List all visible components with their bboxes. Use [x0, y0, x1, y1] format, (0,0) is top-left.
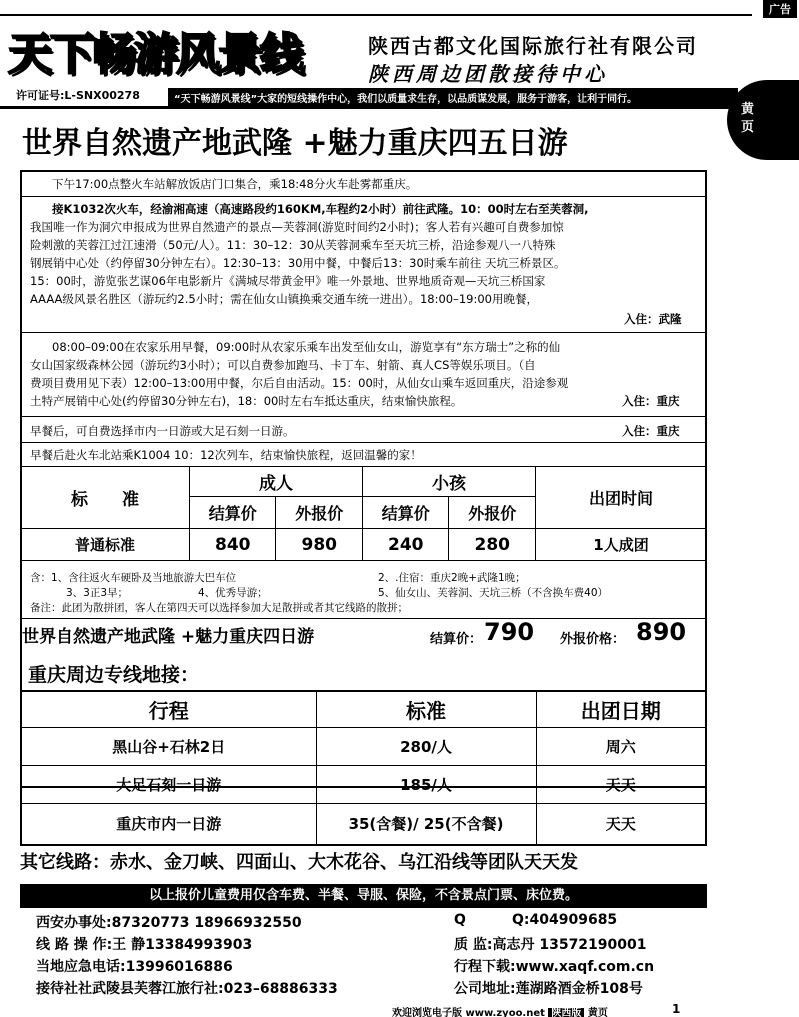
header-depart-date: 出团日期 — [536, 691, 706, 727]
divider — [22, 332, 705, 333]
depart-value: 1人成团 — [535, 529, 706, 561]
price-cell: 35(含餐)/ 25(不含餐) — [316, 803, 536, 845]
day3-line: 08:00–09:00在农家乐用早餐，09:00时从农家乐乘车出发至仙女山，游览享有“东方瑞士”之称的仙 — [52, 340, 561, 354]
col-depart-time: 出团时间 — [535, 467, 706, 529]
summary-settle-label: 结算价： — [430, 632, 483, 647]
footer-text: 欢迎浏览电子版 www.zyoo.net — [392, 1008, 545, 1017]
day1-text: 下午17:00点整火车站解放饭店门口集合，乘18:48分火车赴雾都重庆。 — [52, 177, 418, 191]
summary-external-label: 外报价格： — [560, 632, 626, 647]
adult-settle-value: 840 — [189, 529, 276, 561]
adult-settle-header: 结算价 — [189, 497, 276, 529]
reception-agency: 接待社社武陵县芙蓉江旅行社:023–68886333 — [36, 981, 338, 997]
route-cell: 黑山谷+石林2日 — [21, 727, 316, 765]
divider — [22, 618, 705, 619]
note-include-4: 4、优秀导游； — [198, 587, 268, 599]
day2-line: 接K1032次火车，经渝湘高速（高速路段约160KM,车程约2小时）前往武隆。10：00时左右至芙蓉洞, — [52, 202, 589, 216]
date-cell: 周六 — [536, 727, 706, 765]
day2-stay: 入住：武隆 — [624, 312, 682, 326]
route-cell: 重庆市内一日游 — [21, 803, 316, 845]
date-cell: 天天 — [536, 765, 706, 803]
header-rule — [0, 106, 752, 109]
child-external-value: 280 — [449, 529, 536, 561]
reception-center: 陕西周边团散接待中心 — [368, 62, 608, 86]
day2-line: AAAA级风景名胜区（游玩约2.5小时；需在仙女山镇换乘交通车统一进出）。18:00–19:00用晚餐， — [30, 292, 538, 306]
day2-line: 险刺激的芙蓉江过江速滑（50元/人）。11：30–12：30从芙蓉洞乘车至天坑三桥，沿途参观八一八特殊 — [30, 238, 556, 252]
day3-line: 土特产展销中心处(约停留30分钟左右)，18：00时左右车抵达重庆，结束愉快旅程。 — [30, 394, 463, 408]
summary-settle-value: 790 — [484, 618, 535, 646]
day3-stay: 入住：重庆 — [622, 394, 680, 408]
divider — [22, 442, 705, 443]
qq-label: Q — [454, 912, 466, 928]
note-include-1: 含：1、含往返火车硬卧及当地旅游大巴车位 — [30, 572, 237, 584]
col-child: 小孩 — [362, 467, 535, 497]
col-adult: 成人 — [189, 467, 362, 497]
child-settle-value: 240 — [362, 529, 449, 561]
divider — [22, 196, 705, 197]
day4-stay: 入住：重庆 — [622, 424, 680, 438]
section-title: 重庆周边专线地接： — [28, 664, 200, 686]
note-include-5: 5、仙女山、芙蓉洞、天坑三桥（不含换车费40） — [378, 587, 609, 599]
child-external-header: 外报价 — [449, 497, 536, 529]
header-standard: 标准 — [316, 691, 536, 727]
adult-external-header: 外报价 — [276, 497, 363, 529]
route-cell: 大足石刻一日游 — [21, 765, 316, 803]
main-title: 世界自然遗产地武隆 +魅力重庆四五日游 — [22, 126, 568, 161]
row-label: 普通标准 — [21, 529, 190, 561]
side-tab-char-1: 黄 — [741, 102, 755, 117]
page-number: 1 — [672, 1002, 681, 1016]
side-tab-char-2: 页 — [741, 120, 755, 135]
price-disclaimer: 以上报价儿童费用仅含车费、半餐、导服、保险，不含景点门票、床位费。 — [20, 884, 707, 908]
summary-external-value: 890 — [636, 618, 687, 646]
adult-external-value: 980 — [276, 529, 363, 561]
day3-line: 费项目费用见下表）12:00–13:00用中餐，尔后自由活动。15：00时，从仙女山乘车返回重庆，沿途参观 — [30, 376, 569, 390]
yellow-pages-tab — [727, 80, 799, 160]
footer — [392, 1004, 608, 1017]
slogan-banner: “天下畅游风景线”大家的短线操作中心，我们以质量求生存，以品质谋发展，服务于游客，让利于同行。 — [168, 88, 738, 107]
brand-logo: 天下畅游风景线 — [8, 29, 302, 80]
day4-text: 早餐后，可自费选择市内一日游或大足石刻一日游。 — [30, 424, 295, 438]
supervisor: 质 监:高志丹 13572190001 — [454, 937, 647, 953]
other-routes: 其它线路：赤水、金刀峡、四面山、大木花谷、乌江沿线等团队天天发 — [20, 852, 578, 873]
day2-line: 钢展销中心处（约停留30分钟左右）。12:30–13：30用中餐，中餐后13：30时乘车前往 天坑三桥景区。 — [30, 256, 566, 270]
top-rule — [0, 14, 752, 16]
company-name: 陕西古都文化国际旅行社有限公司 — [368, 34, 698, 58]
note-include-2: 2、.住宿：重庆2晚+武隆1晚； — [378, 572, 526, 584]
route-operator: 线 路 操 作:王 静13384993903 — [36, 937, 253, 953]
day5-text: 早餐后赴火车北站乘K1004 10：12次列车，结束愉快旅程，返回温馨的家！ — [30, 448, 422, 462]
child-settle-header: 结算价 — [362, 497, 449, 529]
day3-line: 女山国家级森林公园（游玩约3小时）；可以自费参加跑马、卡丁车、射箭、真人CS等娱乐项目。（自 — [30, 358, 536, 372]
header-route: 行程 — [21, 691, 316, 727]
qq-number: Q:404909685 — [512, 912, 618, 928]
day2-line: 15：00时，游览张艺谋06年电影新片《满城尽带黄金甲》唯一外景地、世界地质奇观—天坑三桥国家 — [30, 274, 546, 288]
divider — [22, 416, 705, 417]
day2-line: 我国唯一作为洞穴申报成为世界自然遗产的景点—芙蓉洞(游览时间约2小时)；客人若有兴趣可自费参加惊 — [30, 220, 564, 234]
note-remark: 备注：此团为散拼团，客人在第四天可以选择参加大足散拼或者其它线路的散拼； — [30, 602, 408, 614]
col-standard: 标 准 — [21, 467, 190, 529]
note-include-3: 3、3正3早； — [66, 587, 129, 599]
license-number: 许可证号:L-SNX00278 — [16, 89, 140, 102]
footer-section: 黄页 — [587, 1008, 608, 1017]
emergency-phone: 当地应急电话:13996016886 — [36, 959, 233, 975]
summary-title: 世界自然遗产地武隆 +魅力重庆四日游 — [22, 627, 315, 647]
xian-office-phone: 西安办事处:87320773 18966932550 — [36, 915, 302, 931]
price-table — [20, 466, 707, 561]
footer-edition-tag: 陕西版 — [548, 1008, 584, 1017]
price-cell: 280/人 — [316, 727, 536, 765]
download-link[interactable]: 行程下载:www.xaqf.com.cn — [454, 959, 655, 975]
price-cell: 185/人 — [316, 765, 536, 803]
date-cell: 天天 — [536, 803, 706, 845]
ad-tag: 广告 — [763, 0, 797, 18]
local-tours-table — [20, 690, 707, 846]
company-address: 公司地址:莲湖路酒金桥108号 — [454, 981, 643, 997]
